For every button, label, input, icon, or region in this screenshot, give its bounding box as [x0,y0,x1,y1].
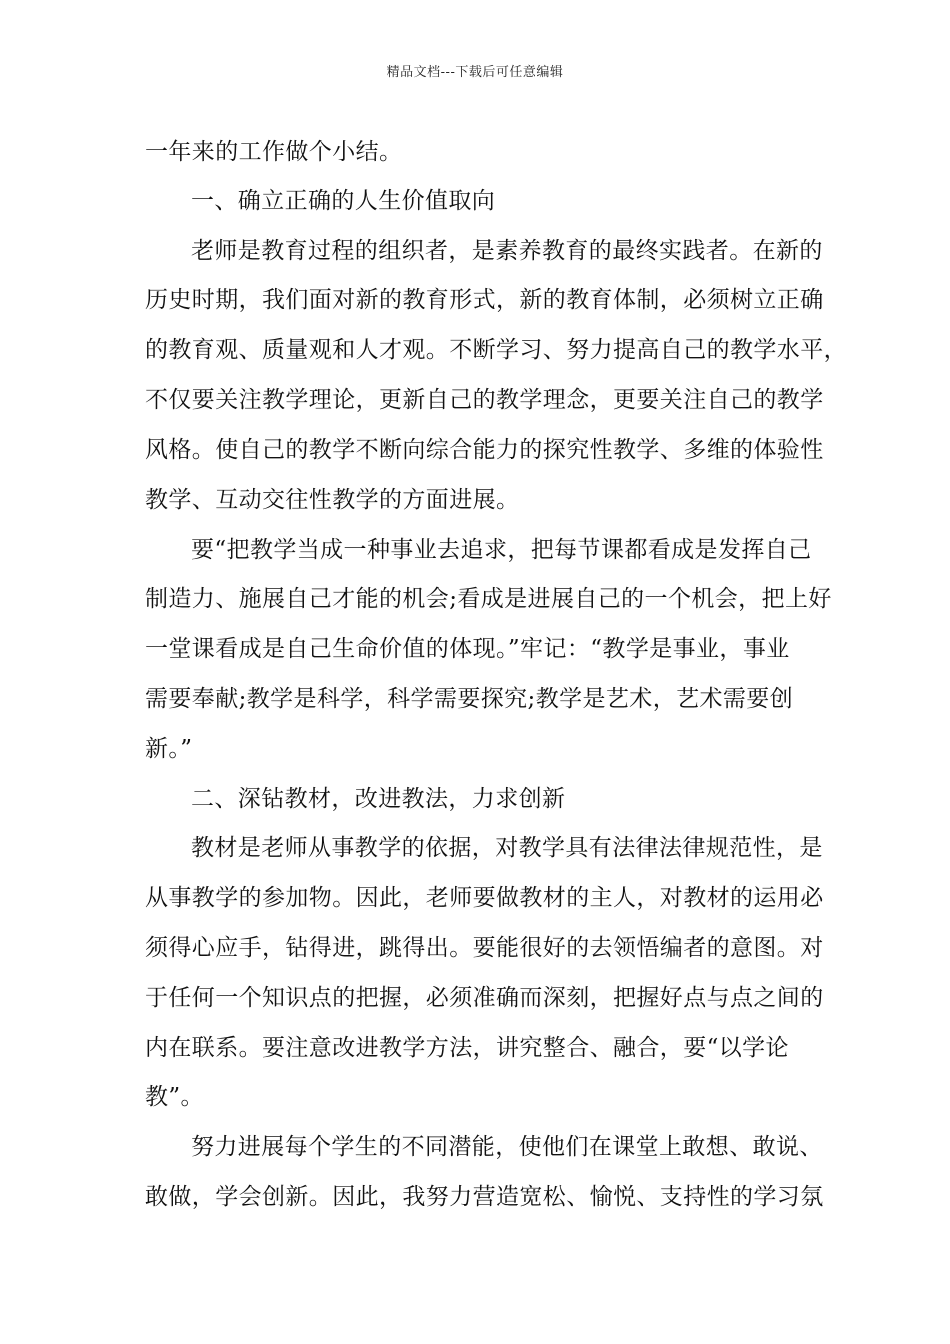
text-line: 敢做，学会创新。因此，我努力营造宽松、愉悦、支持性的学习氛 [145,1184,824,1210]
section-heading: 一、确立正确的人生价值取向 [191,188,496,214]
text-line: 老师是教育过程的组织者，是素养教育的最终实践者。在新的 [191,238,823,264]
section-heading: 二、深钻教材，改进教法，力求创新 [191,786,566,812]
text-line: 内在联系。要注意改进教学方法，讲究整合、融合，要“以学论 [145,1035,789,1061]
text-line: 教材是老师从事教学的依据，对教学具有法律法律规范性，是 [191,835,823,861]
text-line: 一堂课看成是自己生命价值的体现。”牢记：“教学是事业，事业 [145,636,790,662]
text-line: 努力进展每个学生的不同潜能，使他们在课堂上敢想、敢说、 [191,1134,823,1160]
text-line: 不仅要关注教学理论，更新自己的教学理念，更要关注自己的教学 [145,387,824,413]
text-line: 风格。使自己的教学不断向综合能力的探究性教学、多维的体验性 [145,437,824,463]
text-line: 从事教学的参加物。因此，老师要做教材的主人，对教材的运用必 [145,885,824,911]
text-line: 教学、互动交往性教学的方面进展。 [145,487,520,513]
text-line: 的教育观、质量观和人才观。不断学习、努力提高自己的教学水平， [145,337,847,363]
text-line: 新。” [145,736,193,762]
text-line: 须得心应手，钻得进，跳得出。要能很好的去领悟编者的意图。对 [145,935,824,961]
text-line: 历史时期，我们面对新的教育形式，新的教育体制，必须树立正确 [145,287,824,313]
text-line: 一年来的工作做个小结。 [145,139,403,165]
page-header: 精品文档---下载后可任意编辑 [386,65,564,80]
text-line: 要“把教学当成一种事业去追求，把每节课都看成是发挥自己 [191,537,812,563]
text-line: 制造力、施展自己才能的机会;看成是进展自己的一个机会，把上好 [145,586,832,612]
text-line: 教”。 [145,1084,204,1110]
text-line: 需要奉献;教学是科学，科学需要探究;教学是艺术，艺术需要创 [145,686,794,712]
text-line: 于任何一个知识点的把握，必须准确而深刻，把握好点与点之间的 [145,985,824,1011]
